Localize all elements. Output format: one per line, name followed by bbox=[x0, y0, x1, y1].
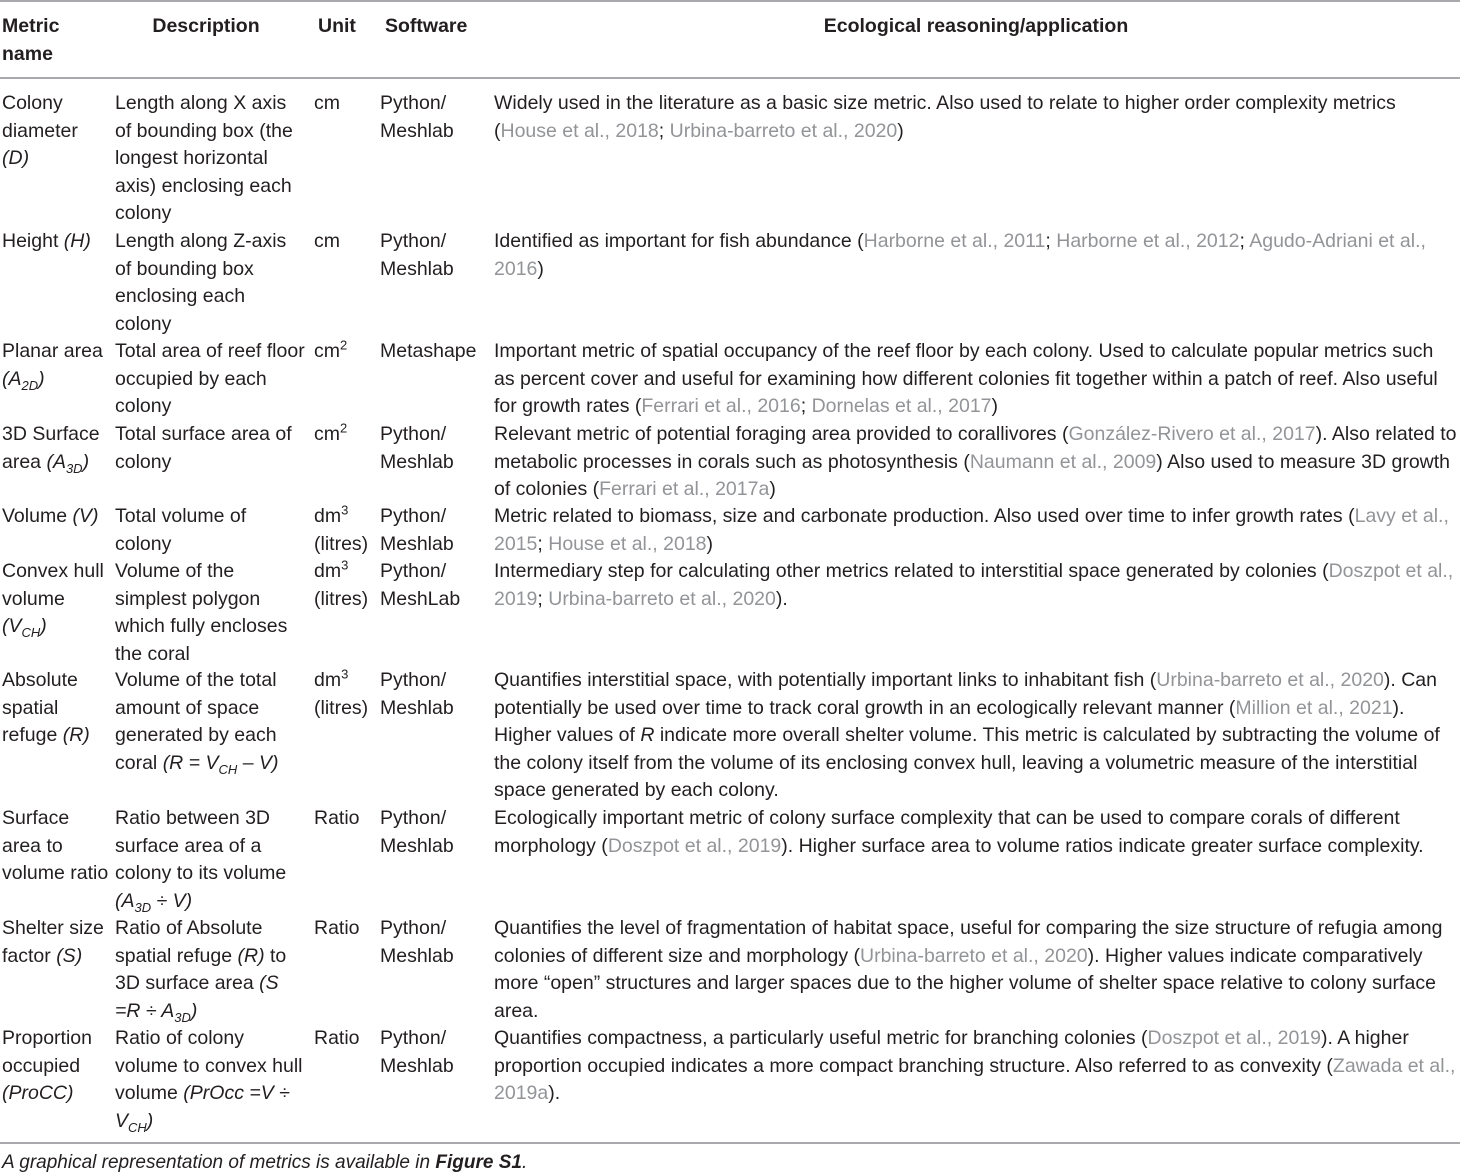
software-cell: Python/ Meshlab bbox=[380, 423, 454, 473]
ecological-reasoning-cell: Relevant metric of potential foraging area provided to corallivores (González-Rivero et al., 2017). Also related to metabolic processes in corals such as photosynthesis (Naumann et al., 2009) Also used to measure 3D growth of colonies (Ferrari et al., 2017a) bbox=[494, 423, 1457, 500]
metric-name-cell: Convex hull volume $(V_{CH})$ bbox=[2, 560, 104, 640]
metric-name-cell: 3D Surface area $(A_{3D})$ bbox=[2, 423, 100, 476]
unit-cell: $cm^2$ bbox=[314, 420, 348, 445]
header-metric-name: Metric name bbox=[2, 15, 60, 65]
ecological-reasoning-cell: Quantifies compactness, a particularly useful metric for branching colonies (Doszpot et al., 2019). A higher proportion occupied indicates a more compact branching structure. Also referred to as convexity (Zawada et al., 2019a). bbox=[494, 1027, 1456, 1104]
software-cell: Python/ MeshLab bbox=[380, 560, 461, 610]
software-cell: Python/ Meshlab bbox=[380, 807, 454, 857]
unit-cell: Ratio bbox=[314, 917, 360, 939]
metric-name-cell: Absolute spatial refuge (R) bbox=[2, 669, 90, 746]
description-cell: Length along Z-axis of bounding box enclosing each colony bbox=[115, 230, 287, 335]
software-cell: Python/ Meshlab bbox=[380, 917, 454, 967]
description-cell: Length along X axis of bounding box (the longest horizontal axis) enclosing each colony bbox=[115, 92, 293, 224]
unit-cell: $cm^2$ bbox=[314, 337, 348, 362]
unit-cell: cm bbox=[314, 230, 340, 252]
table-footnote: A graphical representation of metrics is available in Figure S1. bbox=[2, 1152, 528, 1173]
header-software: Software bbox=[385, 15, 468, 37]
metric-name-cell: Volume (V) bbox=[2, 505, 99, 527]
description-cell: Ratio between 3D surface area of a colony to its volume $(A_{3D} \div V)$ bbox=[115, 807, 287, 915]
header-ecological-reasoning: Ecological reasoning/application bbox=[823, 15, 1129, 37]
table-top-rule bbox=[0, 0, 1460, 2]
software-cell: Python/ Meshlab bbox=[380, 230, 454, 280]
ecological-reasoning-cell: Metric related to biomass, size and carbonate production. Also used over time to infer growth rates (Lavy et al., 2015; House et al., 2018) bbox=[494, 505, 1449, 555]
unit-cell: $dm^3$ (litres) bbox=[314, 502, 369, 555]
unit-cell: $dm^3$ (litres) bbox=[314, 666, 369, 719]
description-cell: Total surface area of colony bbox=[115, 423, 292, 473]
header-description: Description bbox=[152, 15, 260, 37]
description-cell: Volume of the total amount of space generated by each coral $(R = V_{CH} - V)$ bbox=[115, 669, 279, 777]
ecological-reasoning-cell: Ecologically important metric of colony surface complexity that can be used to compare corals of different morphology (Doszpot et al., 2019). Higher surface area to volume ratios indicate greater surface complexity. bbox=[494, 807, 1424, 857]
unit-cell: cm bbox=[314, 92, 340, 114]
description-cell: Ratio of Absolute spatial refuge (R) to 3D surface area $(S =R \div A_{3D})$ bbox=[115, 917, 287, 1025]
ecological-reasoning-cell: Quantifies interstitial space, with potentially important links to inhabitant fish (Urbina-barreto et al., 2020). Can potentially be used over time to track coral growth in an ecologically relevant manner (Million et al., 2021). Higher values of R indicate more overall shelter volume. This metric is calculated by subtracting the volume of the colony itself from the volume of its enclosing convex hull, leaving a volumetric measure of the interstitial space generated by each colony. bbox=[494, 669, 1440, 801]
header-unit: Unit bbox=[318, 15, 356, 37]
unit-cell: $dm^3$ (litres) bbox=[314, 557, 369, 610]
ecological-reasoning-cell: Quantifies the level of fragmentation of habitat space, useful for comparing the size structure of refugia among colonies of different size and morphology (Urbina-barreto et al., 2020). Higher values indicate comparatively more “open” structures and larger spaces due to the higher volume of shelter space relative to colony surface area. bbox=[494, 917, 1443, 1022]
header-rule bbox=[0, 77, 1460, 79]
unit-cell: Ratio bbox=[314, 1027, 360, 1049]
ecological-reasoning-cell: Identified as important for fish abundance (Harborne et al., 2011; Harborne et al., 2012; Agudo-Adriani et al., 2016) bbox=[494, 230, 1426, 280]
ecological-reasoning-cell: Important metric of spatial occupancy of the reef floor by each colony. Used to calculate popular metrics such as percent cover and useful for examining how different colonies fit together within a patch of reef. Also useful for growth rates (Ferrari et al., 2016; Dornelas et al., 2017) bbox=[494, 340, 1438, 417]
metric-name-cell: Shelter size factor (S) bbox=[2, 917, 104, 967]
unit-cell: Ratio bbox=[314, 807, 360, 829]
metric-name-cell: Colony diameter (D) bbox=[2, 92, 78, 169]
metric-name-cell: Surface area to volume ratio bbox=[2, 807, 109, 884]
software-cell: Python/ Meshlab bbox=[380, 1027, 454, 1077]
metric-name-cell: Planar area $(A_{2D})$ bbox=[2, 340, 103, 393]
description-cell: Ratio of colony volume to convex hull volume (PrOcc $=V \div V_{CH}$) bbox=[115, 1027, 303, 1135]
ecological-reasoning-cell: Widely used in the literature as a basic size metric. Also used to relate to higher order complexity metrics (House et al., 2018; Urbina-barreto et al., 2020) bbox=[494, 92, 1396, 142]
software-cell: Python/ Meshlab bbox=[380, 669, 454, 719]
description-cell: Total volume of colony bbox=[115, 505, 247, 555]
software-cell: Python/ Meshlab bbox=[380, 92, 454, 142]
description-cell: Total area of reef floor occupied by each colony bbox=[115, 340, 305, 417]
description-cell: Volume of the simplest polygon which fully encloses the coral bbox=[115, 560, 288, 665]
metric-name-cell: Height (H) bbox=[2, 230, 91, 252]
software-cell: Metashape bbox=[380, 340, 477, 362]
ecological-reasoning-cell: Intermediary step for calculating other metrics related to interstitial space generated by colonies (Doszpot et al., 2019; Urbina-barreto et al., 2020). bbox=[494, 560, 1454, 610]
software-cell: Python/ Meshlab bbox=[380, 505, 454, 555]
metric-name-cell: Proportion occupied (ProCC) bbox=[2, 1027, 92, 1104]
table-bottom-rule bbox=[0, 1142, 1460, 1144]
